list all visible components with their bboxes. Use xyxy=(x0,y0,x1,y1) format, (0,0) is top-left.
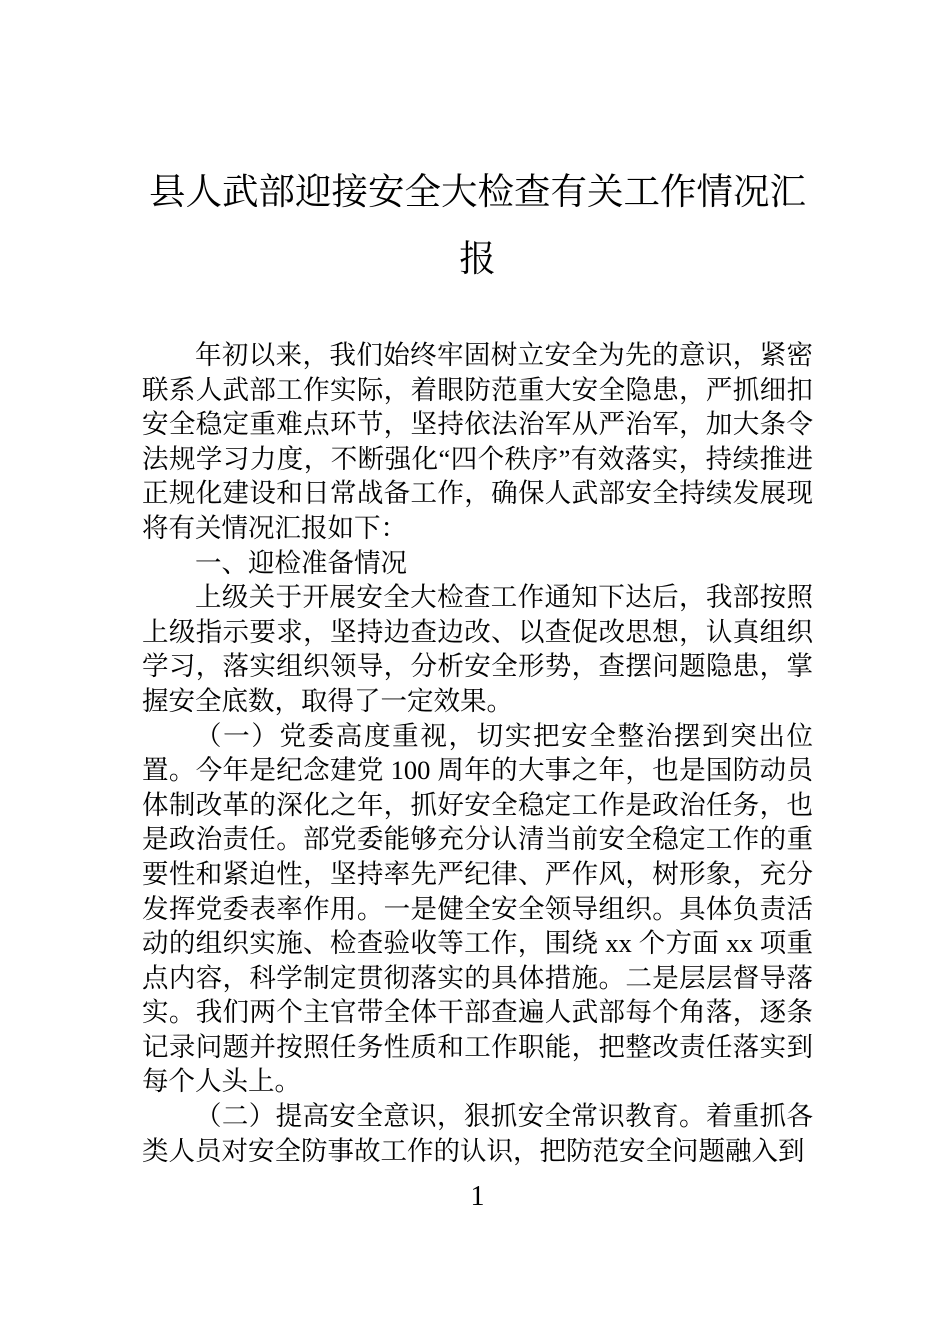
section-heading-1: 一、迎检准备情况 xyxy=(195,547,407,578)
document-body xyxy=(142,338,813,1168)
paragraph-item-2: （二）提高安全意识，狠抓安全常识教育。着重抓各类人员对安全防事故工作的认识，把防范安全问题融入到 xyxy=(142,1101,813,1166)
page-number: 1 xyxy=(470,1181,485,1212)
document-title: 县人武部迎接安全大检查有关工作情况汇报 xyxy=(149,171,806,279)
paragraph-item-1: （一）党委高度重视，切实把安全整治摆到突出位置。今年是纪念建党 100 周年的大事之年，也是国防动员体制改革的深化之年，抓好安全稳定工作是政治任务，也是政治责任。部党委能够充分认清当前安全稳定工作的重要性和紧迫性，坚持率先严纪律、严作风，树形象，充分发挥党委表率作用。一是健全安全领导组织。具体负责活动的组织实施、检查验收等工作，围绕 xx 个方面 xx 项重点内容，科学制定贯彻落实的具体措施。二是层层督导落实。我们两个主官带全体干部查遍人武部每个角落，逐条记录问题并按照任务性质和工作职能，把整改责任落实到每个人头上。 xyxy=(142,720,813,1097)
paragraph-preparation: 上级关于开展安全大检查工作通知下达后，我部按照上级指示要求，坚持边查边改、以查促改思想，认真组织学习，落实组织领导，分析安全形势，查摆问题隐患，掌握安全底数，取得了一定效果。 xyxy=(142,582,813,716)
paragraph-intro: 年初以来，我们始终牢固树立安全为先的意识，紧密联系人武部工作实际，着眼防范重大安全隐患，严抓细扣安全稳定重难点环节，坚持依法治军从严治军，加大条令法规学习力度，不断强化“四个秩序”有效落实，持续推进正规化建设和日常战备工作，确保人武部安全持续发展现将有关情况汇报如下： xyxy=(142,340,813,543)
